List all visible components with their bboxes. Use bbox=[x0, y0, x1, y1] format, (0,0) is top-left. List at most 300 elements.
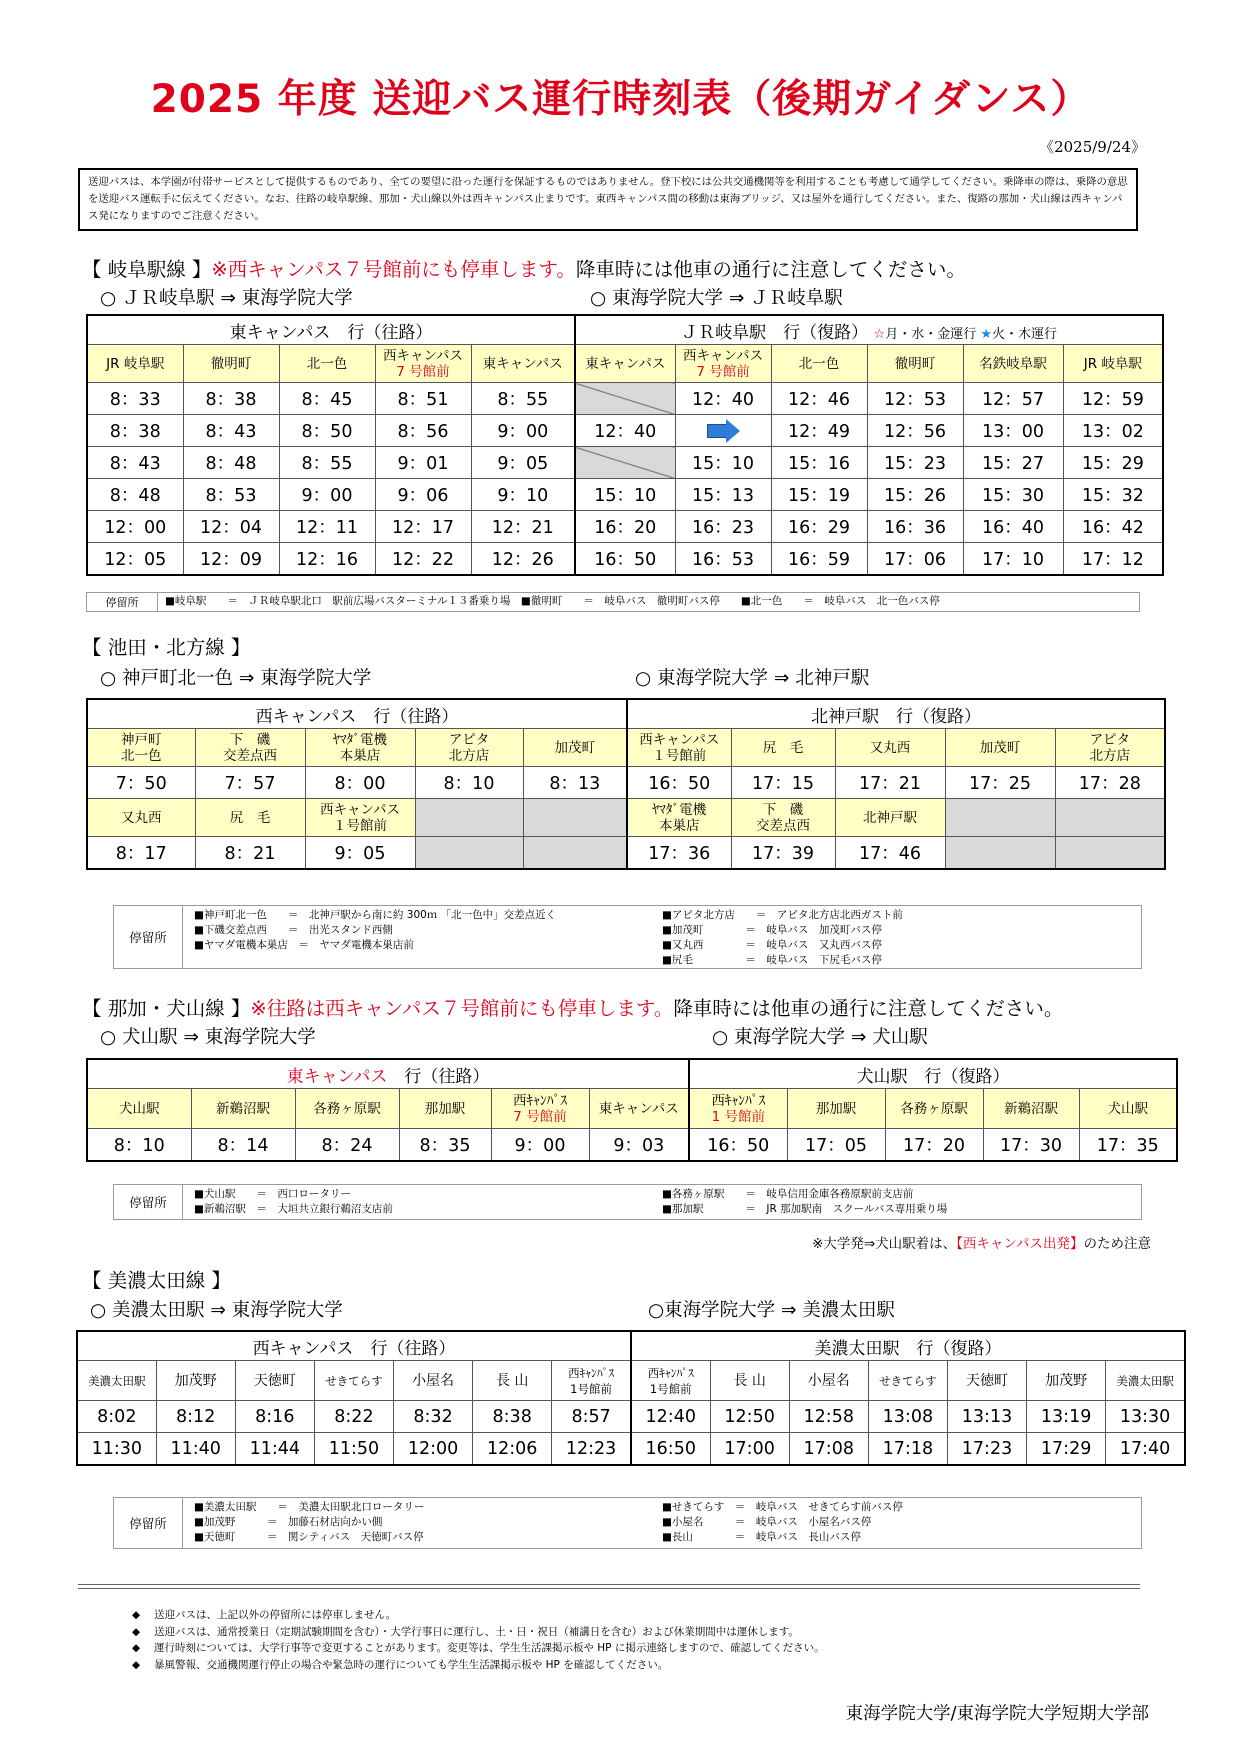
time-cell: 15：27 bbox=[963, 447, 1063, 479]
station-header bbox=[523, 729, 627, 767]
time-cell: 17:08 bbox=[789, 1433, 868, 1466]
bullet-icon: ◆ bbox=[132, 1658, 141, 1671]
time-cell: 8:16 bbox=[235, 1401, 314, 1433]
inuyama-footnote-text: ※大学発⇒犬山駅着は、 bbox=[812, 1236, 957, 1252]
time-cell: 8:32 bbox=[394, 1401, 473, 1433]
time-cell: 8：48 bbox=[87, 479, 183, 511]
gifu-stops-text: ■岐阜駅 ＝ ＪＲ岐阜駅北口 駅前広場バスターミナル１３番乗り場 ■徹明町 ＝ 岐阜バス 徹明町バス停 ■北一色 ＝ 岐阜バス 北一色バス停 bbox=[165, 595, 940, 607]
station-name: 東キャンパス bbox=[482, 355, 563, 372]
station-name: 新鵜沼駅 bbox=[216, 1100, 270, 1117]
station-header bbox=[77, 1361, 156, 1401]
station-header bbox=[885, 1089, 983, 1129]
minoota-section-heading: 【 美濃太田線 】 bbox=[82, 1269, 231, 1292]
not-applicable-cell bbox=[575, 383, 675, 415]
time-cell: 17：10 bbox=[963, 543, 1063, 576]
empty-cell bbox=[945, 837, 1055, 870]
station-header bbox=[471, 345, 575, 383]
time-cell: 16：50 bbox=[627, 767, 731, 799]
time-cell: 8:57 bbox=[552, 1401, 631, 1433]
station-header bbox=[375, 345, 471, 383]
time-cell: 9：05 bbox=[305, 837, 415, 870]
station-name: 西ｷｬﾝﾊﾟｽ bbox=[711, 1092, 766, 1109]
note-text: 送迎バスは、通常授業日（定期試験期間を含む）・大学行事日に運行し、土・日・祝日（補講日を含む）および休業期間中は運休します。 bbox=[154, 1625, 799, 1638]
station-header bbox=[675, 345, 771, 383]
inuyama-heading-notice: ※往路は西キャンパス７号館前にも停車します。 bbox=[250, 997, 674, 1020]
gifu-star-red-label: 月・水・金運行 bbox=[885, 326, 977, 342]
station-name: 小屋名 bbox=[807, 1372, 850, 1389]
table-row bbox=[77, 1401, 1185, 1433]
time-cell: 17：20 bbox=[885, 1129, 983, 1162]
arrow-tip bbox=[726, 419, 740, 443]
minoota-route-out: ○ 美濃太田駅 ⇒ 東海学院大学 bbox=[90, 1300, 343, 1321]
station-name: 西キャンパス bbox=[319, 801, 401, 818]
note-text: 運行時刻については、大学行事等で変更することがあります。変更等は、学生生活課掲示板や HP に掲示連絡しますので、確認してください。 bbox=[154, 1642, 825, 1654]
station-subname: 1号館前 bbox=[649, 1381, 692, 1396]
minoota-stops-left bbox=[194, 1500, 424, 1545]
stop-entry: ■犬山駅 ＝ 西口ロータリー bbox=[194, 1188, 351, 1200]
empty-cell bbox=[415, 837, 523, 870]
time-cell: 15：10 bbox=[675, 447, 771, 479]
station-name: 那加駅 bbox=[424, 1100, 466, 1117]
time-cell: 8：35 bbox=[399, 1129, 491, 1162]
station-header bbox=[983, 1089, 1079, 1129]
time-cell: 8：48 bbox=[183, 447, 279, 479]
station-name: JR 岐阜駅 bbox=[106, 355, 165, 372]
time-cell: 12：05 bbox=[87, 543, 183, 576]
ikeda-timetable bbox=[86, 698, 1166, 870]
station-name: 西ｷｬﾝﾊﾟｽ bbox=[647, 1365, 694, 1380]
time-cell: 17:18 bbox=[868, 1433, 947, 1466]
note-item bbox=[132, 1607, 825, 1624]
not-applicable-cell bbox=[575, 447, 675, 479]
station-name: 天徳町 bbox=[966, 1372, 1008, 1389]
time-cell: 8：53 bbox=[183, 479, 279, 511]
star-red-icon: ☆ bbox=[873, 326, 886, 342]
station-name: 下 磯 bbox=[229, 731, 271, 748]
gifu-section-heading bbox=[82, 254, 966, 282]
station-name: 又丸西 bbox=[121, 809, 162, 826]
station-header bbox=[1063, 345, 1163, 383]
time-cell: 17:29 bbox=[1027, 1433, 1106, 1466]
empty-cell bbox=[945, 799, 1055, 837]
time-cell: 7：50 bbox=[87, 767, 195, 799]
ikeda-direction-return: 北神戸駅 行（復路） bbox=[627, 699, 1165, 729]
station-name: 犬山駅 bbox=[119, 1100, 160, 1117]
note-item bbox=[132, 1657, 825, 1674]
time-cell: 15：13 bbox=[675, 479, 771, 511]
time-cell: 17：15 bbox=[731, 767, 835, 799]
station-header bbox=[575, 345, 675, 383]
station-name: 犬山駅 bbox=[1107, 1100, 1149, 1117]
time-cell: 13:08 bbox=[868, 1401, 947, 1433]
bullet-icon: ◆ bbox=[132, 1625, 141, 1638]
time-cell: 12:50 bbox=[710, 1401, 789, 1433]
time-cell: 8：17 bbox=[87, 837, 195, 870]
time-cell: 8：43 bbox=[183, 415, 279, 447]
station-subname: 北方店 bbox=[448, 747, 490, 764]
notice-box: 送迎バスは、本学園が付帯サービスとして提供するものであり、全ての要望に沿った運行を保証するものではありません。登下校には公共交通機関等を利用することも考慮して通学してください。乗降車の際は、乗降の意思を送迎バス運転手に伝えてください。なお、往路の岐阜駅線、那加・犬山線以外は西キャンパス止まりです。東西キャンパス間の移動は東海ブリッジ、又は屋外を通行してください。また、復路の那加・犬山線は西キャンパス発になりますのでご注意ください。 bbox=[78, 168, 1138, 231]
time-cell: 17：28 bbox=[1055, 767, 1165, 799]
gifu-direction-return bbox=[575, 315, 1163, 345]
station-name: 又丸西 bbox=[869, 739, 911, 756]
station-name: 那加駅 bbox=[815, 1100, 857, 1117]
time-cell: 17：25 bbox=[945, 767, 1055, 799]
station-header bbox=[394, 1361, 473, 1401]
time-cell: 16：42 bbox=[1063, 511, 1163, 543]
gifu-direction-return-label: ＪＲ岐阜駅 行（復路） bbox=[681, 322, 869, 343]
station-header bbox=[631, 1361, 710, 1401]
time-cell: 9：00 bbox=[279, 479, 375, 511]
time-cell: 15：23 bbox=[867, 447, 963, 479]
time-cell: 7：57 bbox=[195, 767, 305, 799]
time-cell: 8：00 bbox=[305, 767, 415, 799]
time-cell: 15：32 bbox=[1063, 479, 1163, 511]
time-cell: 12：56 bbox=[867, 415, 963, 447]
station-subname: 本巣店 bbox=[659, 817, 700, 834]
table-row bbox=[87, 447, 1163, 479]
time-cell: 11:44 bbox=[235, 1433, 314, 1466]
time-cell: 12:06 bbox=[473, 1433, 552, 1466]
station-name: アピタ bbox=[1089, 731, 1131, 748]
time-cell: 12：46 bbox=[771, 383, 867, 415]
time-cell: 12：22 bbox=[375, 543, 471, 576]
time-cell: 12：21 bbox=[471, 511, 575, 543]
station-name: ﾔﾏﾀﾞ電機 bbox=[652, 801, 707, 818]
stop-entry: ■せきてらす ＝ 岐阜バス せきてらす前バス停 bbox=[662, 1501, 903, 1513]
station-subname: 1号館前 bbox=[570, 1381, 612, 1396]
time-cell: 8：21 bbox=[195, 837, 305, 870]
station-subname: 北一色 bbox=[121, 747, 162, 764]
station-name: 加茂野 bbox=[1045, 1372, 1088, 1389]
station-header bbox=[314, 1361, 393, 1401]
station-name: 長 山 bbox=[733, 1372, 766, 1389]
stop-entry: ■尻毛 ＝ 岐阜バス 下尻毛バス停 bbox=[662, 954, 882, 966]
time-cell: 12：00 bbox=[87, 511, 183, 543]
time-cell: 8：24 bbox=[295, 1129, 399, 1162]
time-cell: 17：39 bbox=[731, 837, 835, 870]
gifu-timetable bbox=[86, 314, 1164, 576]
minoota-stops-label: 停留所 bbox=[114, 1498, 183, 1548]
station-name: せきてらす bbox=[325, 1373, 383, 1388]
station-header bbox=[87, 729, 195, 767]
gifu-heading-notice: ※西キャンパス７号館前にも停車します。 bbox=[211, 258, 576, 281]
gifu-route-out: ○ ＪＲ岐阜駅 ⇒ 東海学院大学 bbox=[100, 288, 353, 309]
time-cell: 16：59 bbox=[771, 543, 867, 576]
station-name: 小屋名 bbox=[412, 1372, 455, 1389]
station-name: 天徳町 bbox=[253, 1372, 296, 1389]
issue-date: 《2025/9/24》 bbox=[1039, 138, 1146, 156]
time-cell: 16：20 bbox=[575, 511, 675, 543]
station-name: 西ｷｬﾝﾊﾟｽ bbox=[568, 1365, 615, 1380]
note-item bbox=[132, 1640, 825, 1657]
inuyama-route-out: ○ 犬山駅 ⇒ 東海学院大学 bbox=[100, 1027, 316, 1048]
station-name: 各務ヶ原駅 bbox=[313, 1100, 381, 1117]
station-subname: 本巣店 bbox=[339, 747, 381, 764]
station-name: 尻 毛 bbox=[229, 809, 271, 826]
continue-arrow-cell bbox=[675, 415, 771, 447]
stop-entry: ■小屋名 ＝ 岐阜バス 小屋名バス停 bbox=[662, 1516, 872, 1528]
station-header bbox=[552, 1361, 631, 1401]
time-cell: 12：17 bbox=[375, 511, 471, 543]
table-row bbox=[87, 383, 1163, 415]
time-cell: 12:58 bbox=[789, 1401, 868, 1433]
inuyama-heading-label: 【 那加・犬山線 】 bbox=[82, 997, 251, 1020]
station-subname: 7 号館前 bbox=[396, 363, 450, 380]
stop-entry: ■又丸西 ＝ 岐阜バス 又丸西バス停 bbox=[662, 939, 882, 951]
note-item bbox=[132, 1624, 825, 1641]
time-cell: 12:40 bbox=[631, 1401, 710, 1433]
station-header bbox=[491, 1089, 589, 1129]
ikeda-stops-box bbox=[113, 905, 1142, 969]
station-subname: 7 号館前 bbox=[513, 1108, 567, 1125]
time-cell: 9：03 bbox=[589, 1129, 689, 1162]
time-cell: 8：55 bbox=[279, 447, 375, 479]
time-cell: 11:40 bbox=[156, 1433, 235, 1466]
time-cell: 8：10 bbox=[415, 767, 523, 799]
time-cell: 8：45 bbox=[279, 383, 375, 415]
station-header bbox=[835, 729, 945, 767]
time-cell: 9：01 bbox=[375, 447, 471, 479]
stop-entry: ■天徳町 ＝ 関シティバス 天徳町バス停 bbox=[194, 1531, 424, 1543]
station-name: 美濃太田駅 bbox=[1116, 1373, 1174, 1388]
minoota-stops-box bbox=[113, 1497, 1142, 1549]
station-header bbox=[195, 799, 305, 837]
arrow-shaft bbox=[707, 424, 726, 438]
ikeda-section-heading: 【 池田・北方線 】 bbox=[82, 636, 251, 659]
time-cell: 15：30 bbox=[963, 479, 1063, 511]
station-header bbox=[710, 1361, 789, 1401]
ikeda-route-out: ○ 神戸町北一色 ⇒ 東海学院大学 bbox=[100, 668, 372, 689]
time-cell: 12：26 bbox=[471, 543, 575, 576]
time-cell: 16：40 bbox=[963, 511, 1063, 543]
station-header bbox=[1079, 1089, 1177, 1129]
time-cell: 13:19 bbox=[1027, 1401, 1106, 1433]
time-cell: 9：05 bbox=[471, 447, 575, 479]
time-cell: 9：06 bbox=[375, 479, 471, 511]
time-cell: 17：36 bbox=[627, 837, 731, 870]
station-name: 北一色 bbox=[798, 355, 840, 372]
station-header bbox=[399, 1089, 491, 1129]
time-cell: 16:50 bbox=[631, 1433, 710, 1466]
station-subname: １号館前 bbox=[333, 817, 387, 834]
station-header bbox=[731, 729, 835, 767]
time-cell: 12：16 bbox=[279, 543, 375, 576]
time-cell: 13:13 bbox=[947, 1401, 1026, 1433]
station-subname: １号館前 bbox=[652, 747, 707, 764]
minoota-timetable bbox=[76, 1330, 1186, 1466]
station-header bbox=[1055, 729, 1165, 767]
station-header bbox=[1027, 1361, 1106, 1401]
gifu-route-return: ○ 東海学院大学 ⇒ ＪＲ岐阜駅 bbox=[590, 288, 843, 309]
station-subname: 交差点西 bbox=[756, 817, 811, 834]
time-cell: 8：43 bbox=[87, 447, 183, 479]
time-cell: 8：38 bbox=[183, 383, 279, 415]
station-name: 徹明町 bbox=[210, 355, 252, 372]
time-cell: 12：59 bbox=[1063, 383, 1163, 415]
gifu-heading-label: 【 岐阜駅線 】 bbox=[82, 258, 212, 281]
station-name: 美濃太田駅 bbox=[88, 1373, 146, 1388]
time-cell: 8：14 bbox=[191, 1129, 295, 1162]
station-name: せきてらす bbox=[879, 1373, 937, 1388]
station-header bbox=[771, 345, 867, 383]
stop-entry: ■長山 ＝ 岐阜バス 長山バス停 bbox=[662, 1531, 861, 1543]
time-cell: 16：50 bbox=[575, 543, 675, 576]
time-cell: 16：29 bbox=[771, 511, 867, 543]
station-name: 西キャンパス bbox=[683, 347, 764, 364]
time-cell: 8：56 bbox=[375, 415, 471, 447]
station-name: アピタ bbox=[448, 731, 490, 748]
station-subname: 1 号館前 bbox=[711, 1108, 765, 1125]
ikeda-stops-right bbox=[662, 908, 903, 968]
inuyama-stops-label: 停留所 bbox=[114, 1185, 183, 1219]
bullet-icon: ◆ bbox=[132, 1609, 141, 1621]
time-cell: 13：02 bbox=[1063, 415, 1163, 447]
station-header bbox=[689, 1089, 787, 1129]
stop-entry: ■ヤマダ電機本巣店 ＝ ヤマダ電機本巣店前 bbox=[194, 939, 414, 951]
station-header bbox=[731, 799, 835, 837]
inuyama-direction-outbound-tail: 行（往路） bbox=[387, 1066, 490, 1087]
time-cell: 16：50 bbox=[689, 1129, 787, 1162]
time-cell: 17：05 bbox=[787, 1129, 885, 1162]
separator-line bbox=[78, 1584, 1140, 1585]
time-cell: 12：11 bbox=[279, 511, 375, 543]
station-subname: 交差点西 bbox=[223, 747, 277, 764]
station-header bbox=[235, 1361, 314, 1401]
time-cell: 8:02 bbox=[77, 1401, 156, 1433]
time-cell: 12：49 bbox=[771, 415, 867, 447]
inuyama-footnote bbox=[812, 1232, 1151, 1252]
stop-entry: ■美濃太田駅 ＝ 美濃太田駅北口ロータリー bbox=[194, 1501, 425, 1513]
time-cell: 17:23 bbox=[947, 1433, 1026, 1466]
station-header bbox=[789, 1361, 868, 1401]
inuyama-stops-right bbox=[662, 1187, 947, 1217]
station-header bbox=[867, 345, 963, 383]
time-cell: 16：23 bbox=[675, 511, 771, 543]
station-name: 北一色 bbox=[306, 355, 348, 372]
station-name: 長 山 bbox=[495, 1372, 529, 1389]
time-cell: 12：40 bbox=[575, 415, 675, 447]
time-cell: 8：10 bbox=[87, 1129, 191, 1162]
station-name: 名鉄岐阜駅 bbox=[979, 355, 1047, 372]
ikeda-stops-label: 停留所 bbox=[114, 906, 183, 968]
time-cell: 12：57 bbox=[963, 383, 1063, 415]
station-header bbox=[295, 1089, 399, 1129]
station-name: 各務ヶ原駅 bbox=[900, 1100, 968, 1117]
inuyama-stops-left bbox=[194, 1187, 393, 1217]
notes-list bbox=[132, 1607, 825, 1673]
time-cell: 11:50 bbox=[314, 1433, 393, 1466]
station-name: 西キャンパス bbox=[639, 731, 720, 748]
inuyama-section-heading bbox=[82, 993, 1063, 1021]
stop-entry: ■神戸町北一色 ＝ 北神戸駅から南に約 300ｍ 「北一色中」交差点近く bbox=[194, 909, 557, 921]
minoota-direction-outbound: 西キャンパス 行（往路） bbox=[77, 1331, 631, 1361]
time-cell: 12：04 bbox=[183, 511, 279, 543]
station-header bbox=[183, 345, 279, 383]
station-name: 東キャンパス bbox=[585, 355, 666, 372]
time-cell: 17:00 bbox=[710, 1433, 789, 1466]
stop-entry: ■下磯交差点西 ＝ 出光スタンド西側 bbox=[194, 924, 393, 936]
time-cell: 17：06 bbox=[867, 543, 963, 576]
time-cell: 9：10 bbox=[471, 479, 575, 511]
inuyama-direction-outbound bbox=[87, 1059, 689, 1089]
note-text: 送迎バスは、上記以外の停留所には停車しません。 bbox=[154, 1609, 397, 1621]
time-cell: 17：30 bbox=[983, 1129, 1079, 1162]
station-header bbox=[191, 1089, 295, 1129]
station-header bbox=[787, 1089, 885, 1129]
station-header bbox=[473, 1361, 552, 1401]
note-text: 暴風警報、交通機関運行停止の場合や緊急時の運行についても学生生活課掲示板や HP を確認してください。 bbox=[154, 1658, 669, 1671]
gifu-star-blue-label: 火・木運行 bbox=[992, 326, 1058, 342]
station-name: JR 岐阜駅 bbox=[1083, 355, 1142, 372]
station-header bbox=[963, 345, 1063, 383]
time-cell: 8：51 bbox=[375, 383, 471, 415]
stop-entry: ■那加駅 ＝ JR 那加駅南 スクールバス専用乗り場 bbox=[662, 1203, 948, 1215]
table-row bbox=[77, 1433, 1185, 1466]
station-header bbox=[1106, 1361, 1185, 1401]
stop-entry: ■加茂野 ＝ 加藤石材店向かい側 bbox=[194, 1516, 383, 1528]
stop-entry: ■加茂町 ＝ 岐阜バス 加茂町バス停 bbox=[662, 924, 882, 936]
empty-cell bbox=[523, 837, 627, 870]
time-cell: 15：19 bbox=[771, 479, 867, 511]
station-name: 神戸町 bbox=[121, 731, 162, 748]
empty-cell bbox=[415, 799, 523, 837]
time-cell: 16：53 bbox=[675, 543, 771, 576]
time-cell: 12：09 bbox=[183, 543, 279, 576]
inuyama-heading-tail: 降車時には他車の通行に注意してください。 bbox=[673, 997, 1064, 1020]
ikeda-direction-outbound: 西キャンパス 行（往路） bbox=[87, 699, 627, 729]
station-header bbox=[945, 729, 1055, 767]
station-name: 尻 毛 bbox=[762, 739, 804, 756]
organization-name: 東海学院大学/東海学院大学短期大学部 bbox=[845, 1704, 1149, 1724]
station-name: 新鵜沼駅 bbox=[1004, 1100, 1059, 1117]
table-row bbox=[87, 415, 1163, 447]
bullet-icon: ◆ bbox=[132, 1642, 141, 1654]
gifu-direction-outbound: 東キャンパス 行（往路） bbox=[87, 315, 575, 345]
inuyama-footnote-emph: 【西キャンパス出発】 bbox=[956, 1236, 1084, 1252]
ikeda-route-return: ○ 東海学院大学 ⇒ 北神戸駅 bbox=[635, 668, 870, 689]
time-cell: 12：40 bbox=[675, 383, 771, 415]
time-cell: 12:23 bbox=[552, 1433, 631, 1466]
inuyama-direction-return: 犬山駅 行（復路） bbox=[689, 1059, 1177, 1089]
station-header bbox=[279, 345, 375, 383]
minoota-direction-return: 美濃太田駅 行（復路） bbox=[631, 1331, 1185, 1361]
station-header bbox=[156, 1361, 235, 1401]
time-cell: 17：35 bbox=[1079, 1129, 1177, 1162]
time-cell: 8:12 bbox=[156, 1401, 235, 1433]
gifu-stops-box bbox=[86, 592, 1140, 612]
station-name: 北神戸駅 bbox=[863, 809, 918, 826]
station-header bbox=[947, 1361, 1026, 1401]
minoota-route-return: ○東海学院大学 ⇒ 美濃太田駅 bbox=[648, 1300, 895, 1321]
time-cell: 9：00 bbox=[471, 415, 575, 447]
time-cell: 17：21 bbox=[835, 767, 945, 799]
time-cell: 8：13 bbox=[523, 767, 627, 799]
empty-cell bbox=[1055, 837, 1165, 870]
right-arrow-icon bbox=[707, 421, 740, 441]
inuyama-footnote-tail: のため注意 bbox=[1083, 1236, 1151, 1252]
time-cell: 15：10 bbox=[575, 479, 675, 511]
station-header bbox=[415, 729, 523, 767]
empty-cell bbox=[523, 799, 627, 837]
station-name: 下 磯 bbox=[762, 801, 804, 818]
station-subname: 7 号館前 bbox=[696, 363, 750, 380]
stop-entry: ■各務ヶ原駅 ＝ 岐阜信用金庫各務原駅前支店前 bbox=[662, 1188, 914, 1200]
time-cell: 8：50 bbox=[279, 415, 375, 447]
station-header bbox=[87, 799, 195, 837]
time-cell: 13:30 bbox=[1106, 1401, 1185, 1433]
time-cell: 17:40 bbox=[1106, 1433, 1185, 1466]
station-subname: 北方店 bbox=[1089, 747, 1131, 764]
